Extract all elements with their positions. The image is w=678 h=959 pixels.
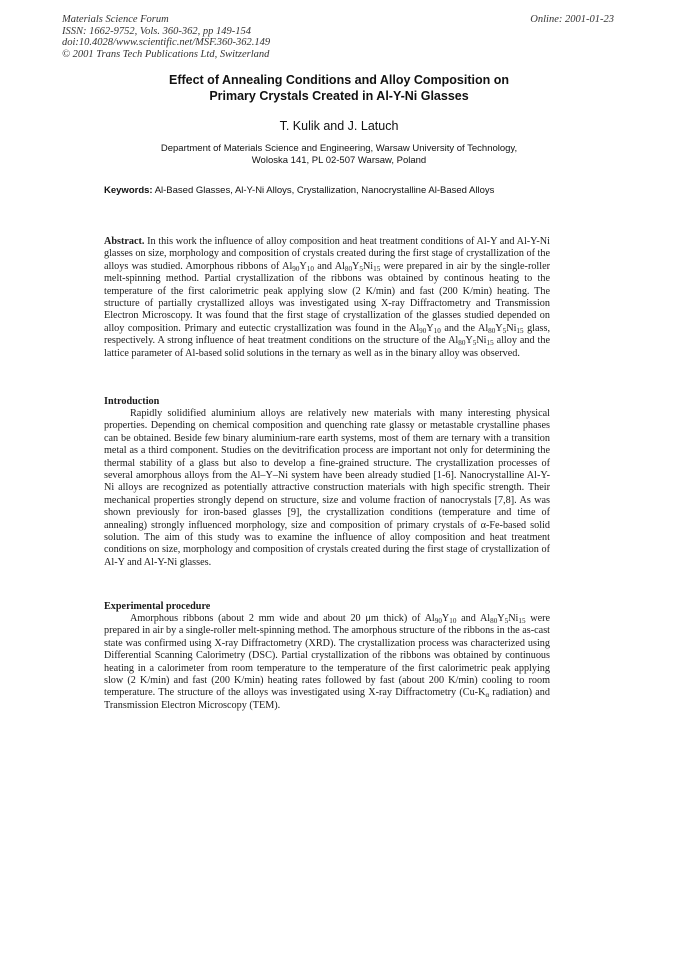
abstract-text: Ni	[476, 335, 487, 347]
abstract-text: Y	[426, 322, 434, 334]
subscript: 15	[516, 326, 524, 335]
experimental-text	[104, 613, 550, 712]
title-line-2: Primary Crystals Created in Al-Y-Ni Glasses	[209, 89, 469, 103]
subscript: 80	[458, 339, 466, 348]
experimental-span: were prepared in air by a single-roller melt-spinning method. The amorphous structure of the ribbons in the as-cast state was confirmed using X-ray Diffractometry (XRD). The crystallization process was characterized using Differential Scanning Calorimetry (DSC). Partial crystallization of the ribbons was obtained by continuous heating in a calorimeter from room temperature to the temperature of the first calorimetric peak applying slow (2 K/min) and fast (200 K/min) heating rates followed by fast (about 200 K/min) cooling to room temperature. The structure of the alloys was investigated using X-ray Diffractometry (Cu-K	[104, 613, 551, 699]
journal-name: Materials Science Forum	[62, 14, 169, 25]
experimental-span: Amorphous ribbons (about 2 mm wide and about 20 μm thick) of Al	[130, 613, 435, 624]
experimental-span: Y	[441, 613, 450, 624]
subscript: α	[485, 691, 490, 700]
subscript: 10	[433, 326, 441, 335]
introduction-text: Rapidly solidified aluminium alloys are relatively new materials with many interesting physical properties. Depending on chemical composition and quenching rate glassy or metastable crystalline phases can be obtained. Beside few binary aluminium-rare earth systems, most of them are ternary with a transition metal as a third component. Studies on the devitrification process are important not only for determining the thermal stability of a glass but also to develop a fine-grained structure. The crystallization processes of several amorphous alloys from the Al–Y–Ni system have been already studied [1-6]. Nanocrystalline Al-Y-Ni alloys are recognized as potentially attractive construction materials with high specific strength. Their mechanical properties strongly depend on structure, size and volume fraction of nanocrystals [7,8]. As was shown previously for iron-based glasses [9], the crystallization conditions (temperature and time of annealing) strongly influenced morphology, size and composition of primary crystals of α-Fe-based solid solution. The aim of this study was to examine the influence of alloy composition and heat treatment conditions on size, morphology and composition of crystals created during the first stage of crystallization of Al-Y and Al-Y-Ni glasses.	[104, 408, 550, 568]
subscript: 80	[490, 617, 498, 625]
experimental-span: Y	[497, 613, 505, 624]
abstract-text: and Al	[313, 260, 345, 272]
affiliation	[110, 143, 568, 167]
doi-line: doi:10.4028/www.scientific.net/MSF.360-362.149	[62, 37, 271, 48]
abstract-text: Y	[495, 322, 503, 334]
abstract-text: Y	[299, 260, 307, 272]
subscript: 5	[504, 617, 509, 625]
subscript: 15	[518, 617, 526, 625]
subscript: 10	[306, 264, 314, 273]
abstract-text: glass, respectively. A strong influence of heat treatment conditions on the structure of the Al	[104, 322, 550, 347]
experimental-span: and Al	[456, 613, 491, 624]
abstract-text: Ni	[362, 260, 374, 272]
journal-header	[62, 14, 270, 60]
title-line-1: Effect of Annealing Conditions and Alloy Composition on	[168, 73, 510, 87]
subscript: 90	[419, 326, 427, 335]
abstract	[104, 236, 550, 360]
experimental-heading: Experimental procedure	[104, 601, 211, 612]
paper-title	[90, 72, 588, 104]
subscript: 5	[359, 264, 363, 273]
subscript: 15	[373, 264, 381, 273]
subscript: 80	[344, 264, 353, 273]
abstract-text: and the Al	[440, 322, 489, 334]
keywords	[104, 185, 584, 196]
subscript: 5	[472, 339, 477, 348]
abstract-text: In this work the influence of alloy composition and heat treatment conditions of Al-Y and Al-Y-Ni glasses on size, morphology and composition of crystals created during the first stage of crystallization of the alloys was studied. Amorphous ribbons of Al	[104, 236, 550, 272]
abstract-text: Y	[352, 260, 360, 272]
copyright-line: © 2001 Trans Tech Publications Ltd, Switzerland	[62, 48, 270, 60]
authors: T. Kulik and J. Latuch	[279, 119, 399, 133]
experimental-span: radiation) and Transmission Electron Microscopy (TEM).	[104, 687, 550, 711]
abstract-text: alloy and the lattice parameter of Al-based solid solutions in the ternary as well as in the binary alloy was observed.	[104, 335, 551, 359]
affiliation-line-1: Department of Materials Science and Engineering, Warsaw University of Technology,	[160, 143, 518, 154]
experimental-span: Ni	[508, 613, 519, 624]
introduction-heading: Introduction	[104, 396, 160, 407]
keywords-label: Keywords:	[104, 185, 153, 196]
affiliation-line-2: Woloska 141, PL 02-507 Warsaw, Poland	[251, 155, 427, 166]
abstract-label: Abstract.	[104, 236, 145, 247]
abstract-text: were prepared in air by the single-roller melt-spinning method. Partial crystallization of the ribbons was obtained by continous heating to the temperature of the first calorimetric peak applying slow (2 K/min) and fast (200 K/min) heating. The structure of partially crystallized alloys was investigated using X-ray Diffractometry and Transmission Electron Microscopy. It was found that the first stage of crystallization of the glasses studied depended on alloy composition. Primary and eutectic crystallization was found in the Al	[104, 260, 551, 334]
subscript: 5	[502, 326, 507, 335]
issn-line: ISSN: 1662-9752, Vols. 360-362, pp 149-154	[62, 25, 251, 37]
abstract-text: Ni	[506, 322, 517, 334]
online-date: Online: 2001-01-23	[530, 14, 614, 25]
subscript: 90	[292, 264, 300, 273]
subscript: 15	[486, 339, 494, 348]
subscript: 90	[434, 617, 442, 625]
abstract-text: Y	[465, 335, 473, 347]
subscript: 10	[449, 617, 457, 625]
subscript: 80	[488, 326, 496, 335]
keywords-text: Al-Based Glasses, Al-Y-Ni Alloys, Crystallization, Nanocrystalline Al-Based Alloys	[152, 185, 495, 196]
